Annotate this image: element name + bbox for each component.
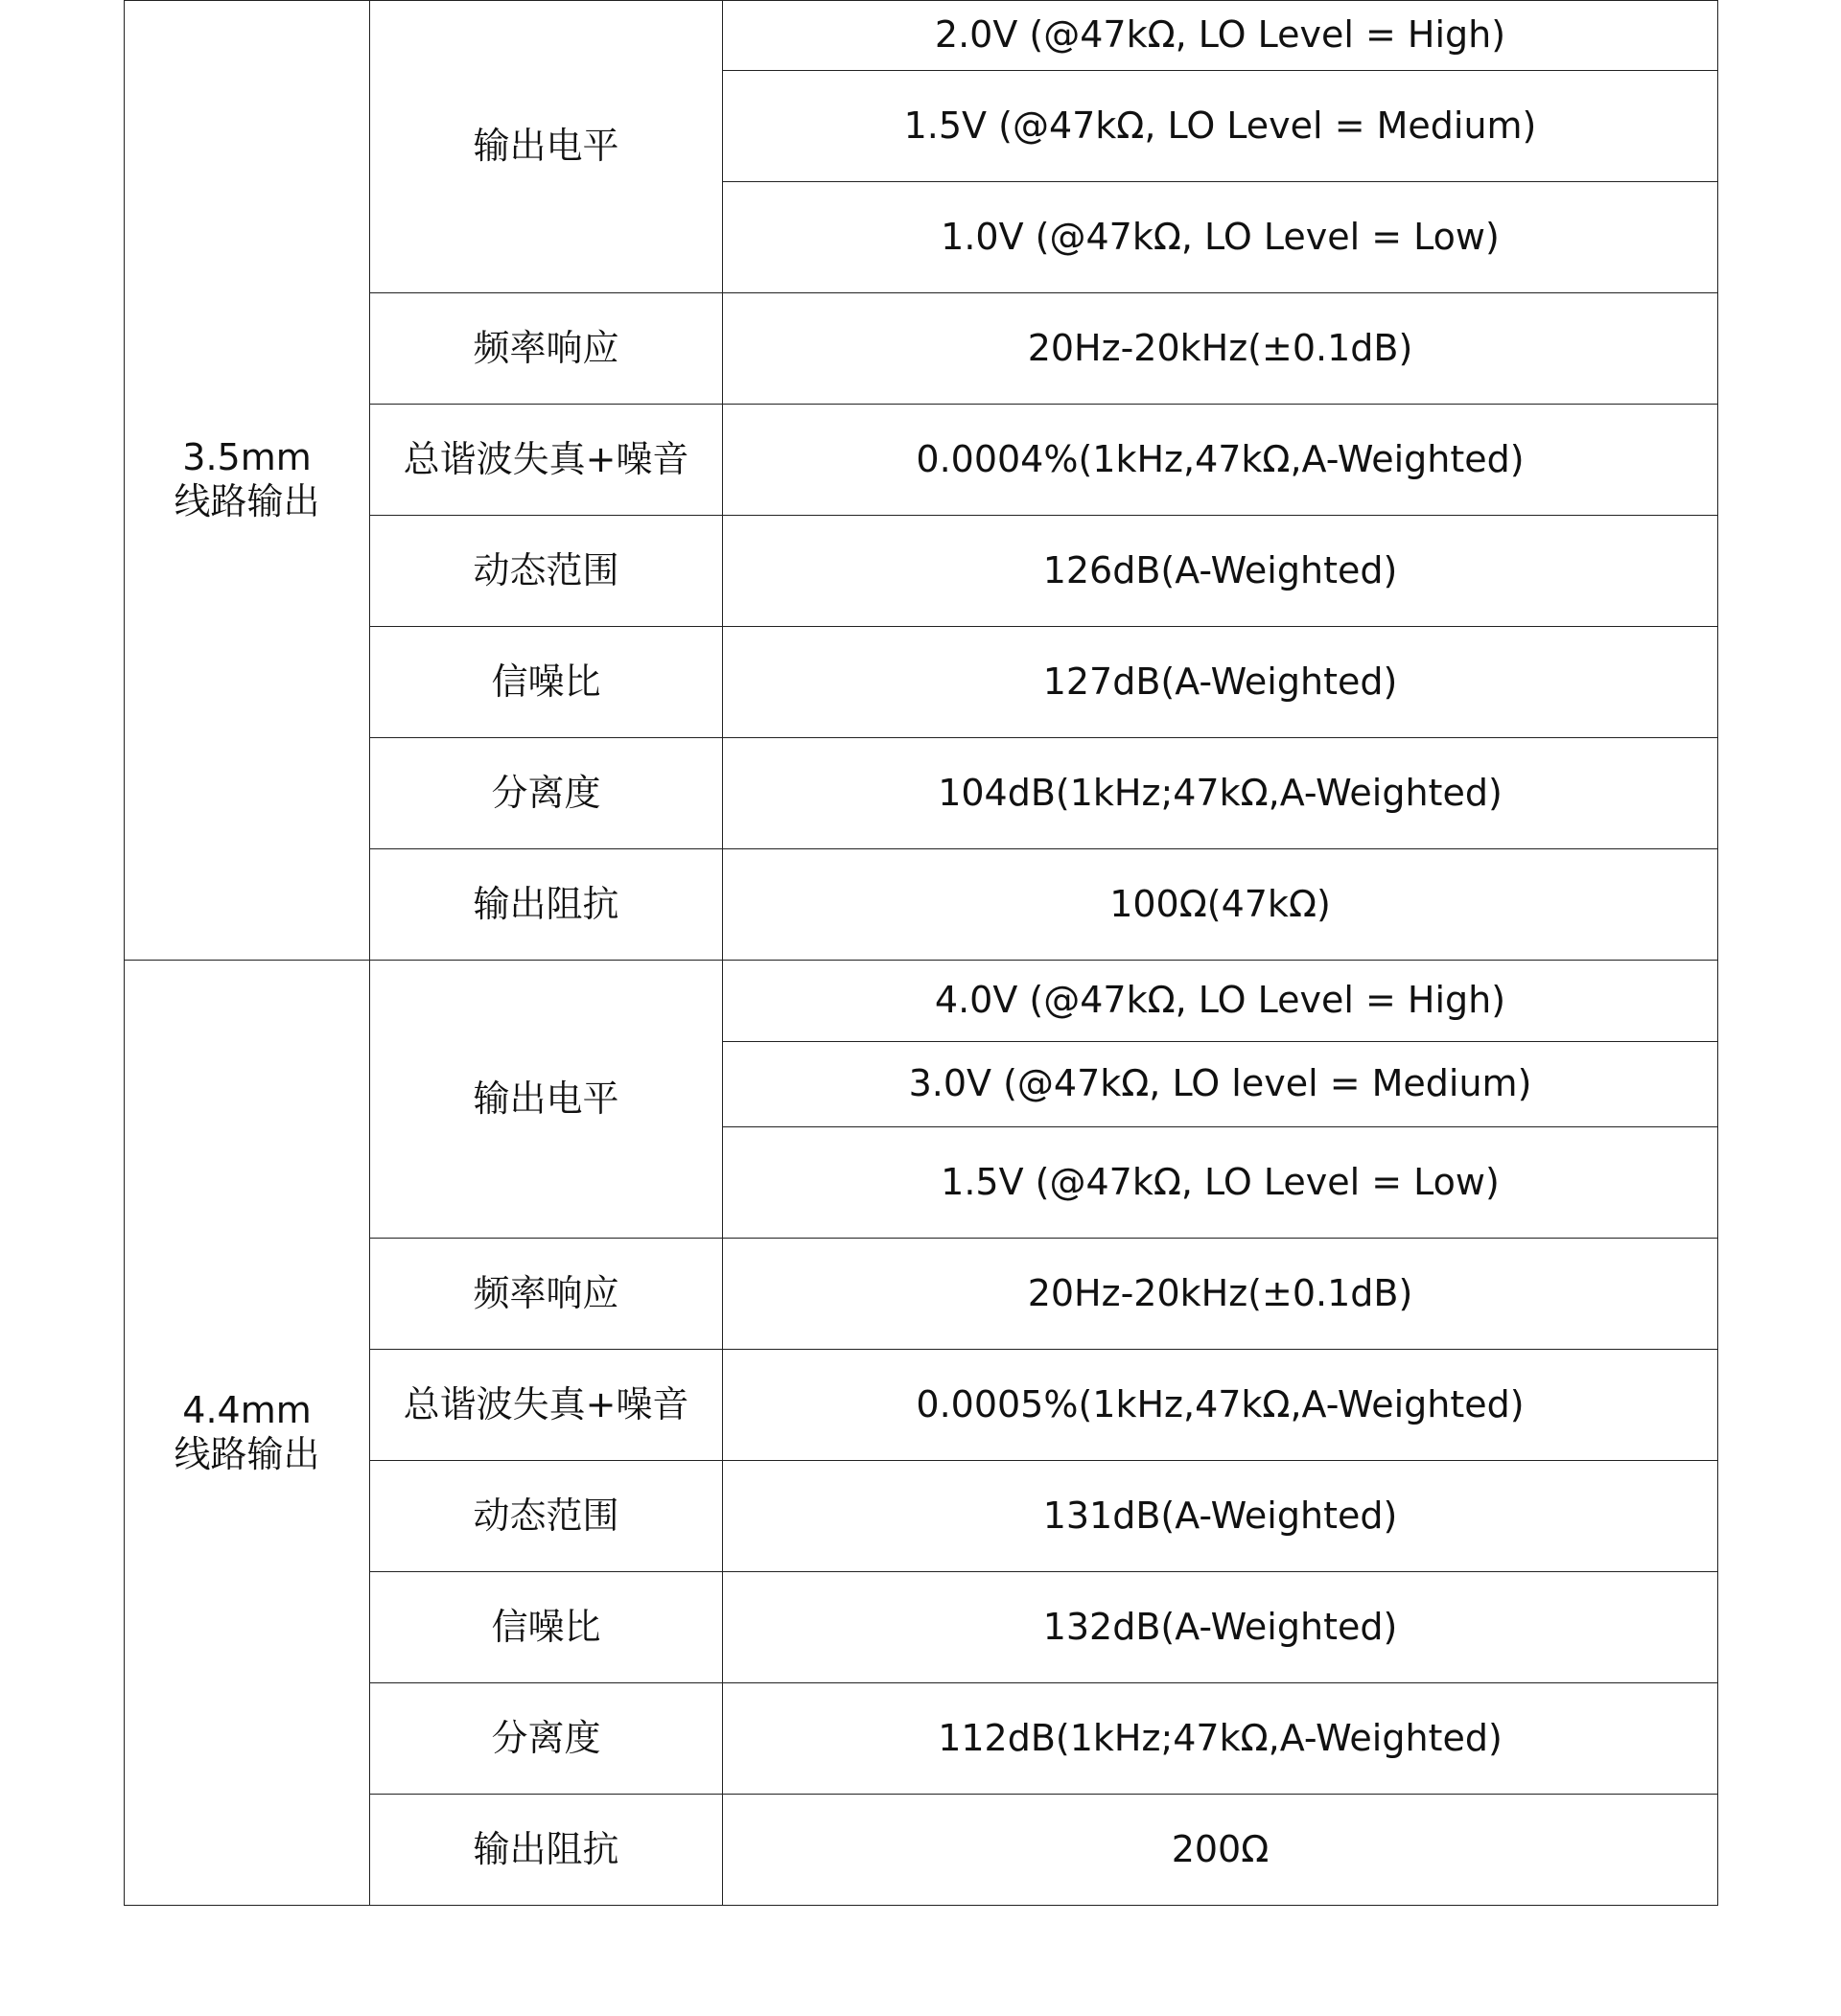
param-label: 频率响应 xyxy=(370,293,723,405)
param-label: 输出阻抗 xyxy=(370,1795,723,1906)
value-cell: 127dB(A-Weighted) xyxy=(723,627,1718,738)
table-row xyxy=(125,961,1718,1042)
param-label: 输出电平 xyxy=(370,1,723,293)
param-label: 动态范围 xyxy=(370,516,723,627)
group-title: 3.5mm xyxy=(182,436,312,479)
param-label: 总谐波失真+噪音 xyxy=(370,405,723,516)
param-label: 输出电平 xyxy=(370,961,723,1239)
group-subtitle: 线路输出 xyxy=(174,1432,320,1475)
table-row xyxy=(125,1,1718,71)
value-cell: 1.5V (@47kΩ, LO Level = Medium) xyxy=(723,71,1718,182)
value-cell: 200Ω xyxy=(723,1795,1718,1906)
value-cell: 132dB(A-Weighted) xyxy=(723,1572,1718,1683)
value-cell: 1.5V (@47kΩ, LO Level = Low) xyxy=(723,1127,1718,1239)
param-label: 频率响应 xyxy=(370,1239,723,1350)
value-cell: 4.0V (@47kΩ, LO Level = High) xyxy=(723,961,1718,1042)
value-cell: 0.0004%(1kHz,47kΩ,A-Weighted) xyxy=(723,405,1718,516)
value-cell: 1.0V (@47kΩ, LO Level = Low) xyxy=(723,182,1718,293)
param-label: 分离度 xyxy=(370,1683,723,1795)
value-cell: 112dB(1kHz;47kΩ,A-Weighted) xyxy=(723,1683,1718,1795)
spec-table xyxy=(124,0,1718,1906)
param-label: 动态范围 xyxy=(370,1461,723,1572)
value-cell: 100Ω(47kΩ) xyxy=(723,849,1718,961)
param-label: 输出阻抗 xyxy=(370,849,723,961)
param-label: 分离度 xyxy=(370,738,723,849)
group-cell-4-4mm xyxy=(125,961,370,1906)
group-subtitle: 线路输出 xyxy=(174,480,320,522)
value-cell: 20Hz-20kHz(±0.1dB) xyxy=(723,1239,1718,1350)
param-label: 信噪比 xyxy=(370,1572,723,1683)
value-cell: 3.0V (@47kΩ, LO level = Medium) xyxy=(723,1042,1718,1127)
param-label: 信噪比 xyxy=(370,627,723,738)
value-cell: 131dB(A-Weighted) xyxy=(723,1461,1718,1572)
value-cell: 2.0V (@47kΩ, LO Level = High) xyxy=(723,1,1718,71)
value-cell: 104dB(1kHz;47kΩ,A-Weighted) xyxy=(723,738,1718,849)
group-cell-3-5mm xyxy=(125,1,370,961)
value-cell: 126dB(A-Weighted) xyxy=(723,516,1718,627)
value-cell: 20Hz-20kHz(±0.1dB) xyxy=(723,293,1718,405)
param-label: 总谐波失真+噪音 xyxy=(370,1350,723,1461)
group-title: 4.4mm xyxy=(182,1388,312,1431)
value-cell: 0.0005%(1kHz,47kΩ,A-Weighted) xyxy=(723,1350,1718,1461)
